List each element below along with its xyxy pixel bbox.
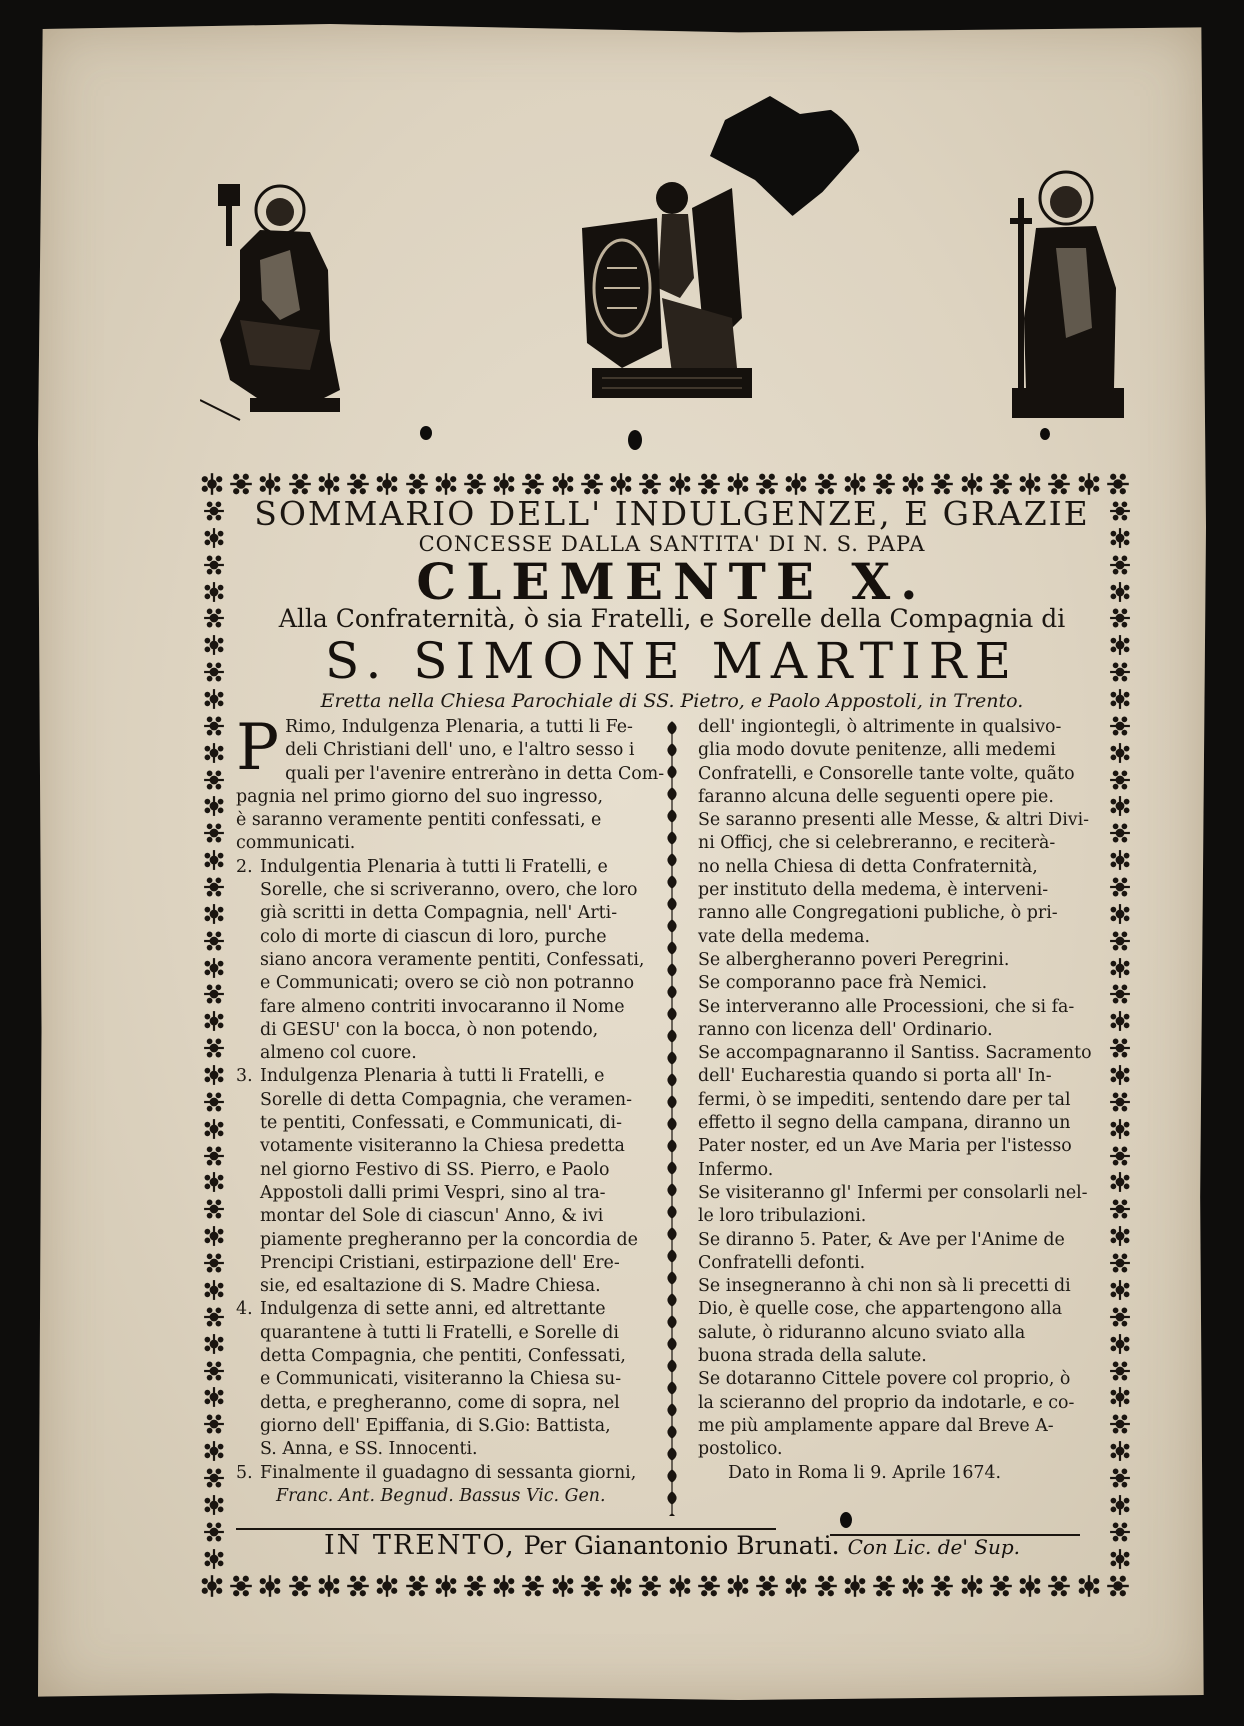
fleuron-ornament <box>229 472 253 496</box>
fleuron-ornament <box>1109 634 1131 656</box>
text-line: Se comporanno pace frà Nemici. <box>698 973 988 994</box>
text-line: deli Christiani dell' uno, e l'altro sesso i <box>285 740 635 761</box>
text-line: buona strada della salute. <box>698 1346 927 1367</box>
text-line: quali per l'avenire entreràno in detta Com- <box>285 763 665 784</box>
title-eretta: Eretta nella Chiesa Parochiale di SS. Pietro, e Paolo Appostoli, in Trento. <box>320 690 1024 712</box>
fleuron-ornament <box>521 1574 545 1598</box>
fleuron-ornament <box>203 1171 225 1193</box>
fleuron-ornament <box>580 472 604 496</box>
divider-link <box>668 1514 676 1516</box>
fleuron-ornament <box>930 1574 954 1598</box>
fleuron-ornament <box>200 472 224 496</box>
text-line: te pentiti, Confessati, e Communicati, di- <box>260 1113 622 1134</box>
fleuron-ornament <box>1109 1064 1131 1086</box>
text-line: Se interveranno alle Processioni, che si fa- <box>698 996 1075 1017</box>
imprint-licence: Con Lic. de' Sup. <box>847 1535 1020 1559</box>
fleuron-ornament <box>288 472 312 496</box>
fleuron-ornament <box>930 472 954 496</box>
fleuron-ornament <box>1077 1574 1101 1598</box>
text-line: di GESU' con la bocca, ò non potendo, <box>260 1019 599 1040</box>
text-line: 5. Finalmente il guadagno di sessanta giorni, <box>236 1462 656 1485</box>
text-line: Appostoli dalli primi Vespri, sino al tra- <box>260 1182 606 1203</box>
text-line: giorno dell' Epiffania, di S.Gio: Battista, <box>260 1415 611 1436</box>
fleuron-ornament <box>1018 472 1042 496</box>
text-line: Se dotaranno Cittele povere col proprio, ò <box>698 1369 1071 1390</box>
divider-link <box>668 744 676 766</box>
text-line: S. Anna, e SS. Innocenti. <box>260 1439 478 1460</box>
text-line: nel giorno Festivo di SS. Pierro, e Paolo <box>260 1159 610 1180</box>
fleuron-ornament <box>1047 472 1071 496</box>
fleuron-ornament <box>1109 1225 1131 1247</box>
fleuron-ornament <box>1109 957 1131 979</box>
fleuron-ornament <box>203 930 225 952</box>
fleuron-ornament <box>697 1574 721 1598</box>
fleuron-ornament <box>203 1037 225 1059</box>
fleuron-ornament <box>434 1574 458 1598</box>
fleuron-ornament <box>203 876 225 898</box>
fleuron-ornament <box>1109 500 1131 522</box>
fleuron-ornament <box>1109 1198 1131 1220</box>
fleuron-ornament <box>203 849 225 871</box>
fleuron-ornament <box>203 1252 225 1274</box>
divider-link <box>668 788 676 810</box>
fleuron-ornament <box>960 472 984 496</box>
paper-hole-small <box>628 430 642 450</box>
divider-link <box>668 898 676 920</box>
fleuron-ornament <box>1109 1360 1131 1382</box>
text-line: almeno col cuore. <box>260 1043 417 1064</box>
fleuron-ornament <box>1018 1574 1042 1598</box>
fleuron-ornament <box>1109 1467 1131 1489</box>
divider-link <box>668 1008 676 1030</box>
fleuron-ornament <box>784 472 808 496</box>
fleuron-ornament <box>1109 1037 1131 1059</box>
fleuron-ornament <box>203 1064 225 1086</box>
text-line: e Communicati; overo se ciò non potranno <box>260 973 635 994</box>
fleuron-ornament <box>1109 795 1131 817</box>
fleuron-ornament <box>203 634 225 656</box>
fleuron-ornament <box>638 472 662 496</box>
title-sommario: SOMMARIO DELL' INDULGENZE, E GRAZIE <box>254 494 1090 533</box>
fleuron-ornament <box>203 1198 225 1220</box>
fleuron-ornament <box>375 472 399 496</box>
fleuron-ornament <box>229 1574 253 1598</box>
fleuron-ornament <box>203 795 225 817</box>
text-line: montar del Sole di ciascun' Anno, & ivi <box>260 1206 604 1227</box>
divider-link <box>668 1074 676 1096</box>
fleuron-ornament <box>463 472 487 496</box>
text-line: ni Officj, che si celebreranno, e reciterà- <box>698 833 1056 854</box>
fleuron-ornament <box>203 903 225 925</box>
text-line: Se visiteranno gl' Infermi per consolarli nel- <box>698 1182 1088 1203</box>
fleuron-ornament <box>1109 1386 1131 1408</box>
text-line: detta Compagnia, che pentiti, Confessati, <box>260 1346 626 1367</box>
ornamental-border-bottom <box>200 1572 1130 1600</box>
text-line: Dio, è quelle cose, che appartengono alla <box>698 1299 1063 1320</box>
fleuron-ornament <box>1109 1333 1131 1355</box>
fleuron-ornament <box>609 472 633 496</box>
text-line: quarantene à tutti li Fratelli, e Sorelle di <box>260 1322 619 1343</box>
divider-link <box>668 1470 676 1492</box>
fleuron-ornament <box>755 1574 779 1598</box>
divider-link <box>668 1360 676 1382</box>
fleuron-ornament <box>1109 554 1131 576</box>
text-line: vate della medema. <box>698 926 871 947</box>
fleuron-ornament <box>203 527 225 549</box>
fleuron-ornament <box>1109 527 1131 549</box>
text-line: 2. Indulgentia Plenaria à tutti li Fratelli, e <box>236 856 656 879</box>
item-number: 4. <box>236 1299 253 1320</box>
item-number: 5. <box>236 1462 253 1483</box>
text-line: Infermo. <box>698 1159 774 1180</box>
fleuron-ornament <box>814 1574 838 1598</box>
fleuron-ornament <box>203 1413 225 1435</box>
fleuron-ornament <box>258 472 282 496</box>
fleuron-ornament <box>726 1574 750 1598</box>
fleuron-ornament <box>668 1574 692 1598</box>
fleuron-ornament <box>203 769 225 791</box>
text-line: fermi, ò se impediti, sentendo dare per tal <box>698 1089 1071 1110</box>
title-concesse: CONCESSE DALLA SANTITA' DI N. S. PAPA <box>418 532 926 556</box>
divider-link <box>668 1316 676 1338</box>
text-line: communicati. <box>236 833 356 854</box>
text-line: piamente pregheranno per la concordia de <box>260 1229 638 1250</box>
fleuron-ornament <box>203 1521 225 1543</box>
imprint-place: IN TRENTO, <box>323 1530 516 1561</box>
divider-link <box>668 1426 676 1448</box>
paper-hole-small <box>840 1512 852 1528</box>
divider-link <box>668 1206 676 1228</box>
signature-line: Franc. Ant. Begnud. Bassus Vic. Gen. <box>276 1485 606 1506</box>
fleuron-ornament <box>1109 688 1131 710</box>
text-line: siano ancora veramente pentiti, Confessati, <box>260 949 645 970</box>
fleuron-ornament <box>872 472 896 496</box>
dated-line: Dato in Roma li 9. Aprile 1674. <box>728 1462 1002 1483</box>
text-line: glia modo dovute penitenze, alli medemi <box>698 740 1056 761</box>
text-line: postolico. <box>698 1439 783 1460</box>
fleuron-ornament <box>203 581 225 603</box>
fleuron-ornament <box>346 1574 370 1598</box>
fleuron-ornament <box>784 1574 808 1598</box>
fleuron-ornament <box>1109 1171 1131 1193</box>
fleuron-ornament <box>843 1574 867 1598</box>
text-line: pagnia nel primo giorno del suo ingresso, <box>236 786 604 807</box>
divider-link <box>668 1382 676 1404</box>
fleuron-ornament <box>203 1360 225 1382</box>
fleuron-ornament <box>872 1574 896 1598</box>
fleuron-ornament <box>1109 1118 1131 1140</box>
fleuron-ornament <box>1109 769 1131 791</box>
fleuron-ornament <box>463 1574 487 1598</box>
fleuron-ornament <box>317 472 341 496</box>
fleuron-ornament <box>492 472 516 496</box>
fleuron-ornament <box>843 472 867 496</box>
text-line: effetto il segno della campana, diranno un <box>698 1113 1071 1134</box>
saint-peter-woodcut <box>200 170 370 430</box>
divider-link <box>668 1294 676 1316</box>
fleuron-ornament <box>434 472 458 496</box>
divider-link <box>668 766 676 788</box>
text-line: Prencipi Cristiani, estirpazione dell' Ere- <box>260 1252 620 1273</box>
text-line: fare almeno contriti invocaranno il Nome <box>260 996 625 1017</box>
text-line: la scieranno del proprio da indotarle, e co- <box>698 1392 1075 1413</box>
text-line: Confratelli defonti. <box>698 1252 866 1273</box>
divider-link <box>668 1250 676 1272</box>
fleuron-ornament <box>258 1574 282 1598</box>
fleuron-ornament <box>1109 903 1131 925</box>
divider-link <box>668 1448 676 1470</box>
divider-link <box>668 722 676 744</box>
fleuron-ornament <box>814 472 838 496</box>
fleuron-ornament <box>1109 661 1131 683</box>
fleuron-ornament <box>1109 930 1131 952</box>
fleuron-ornament <box>1109 1521 1131 1543</box>
divider-link <box>668 832 676 854</box>
fleuron-ornament <box>375 1574 399 1598</box>
text-line: Se diranno 5. Pater, & Ave per l'Anime de <box>698 1229 1065 1250</box>
fleuron-ornament <box>203 1494 225 1516</box>
fleuron-ornament <box>1106 1574 1130 1598</box>
fleuron-ornament <box>203 500 225 522</box>
fleuron-ornament <box>203 607 225 629</box>
text-line: per instituto della medema, è interveni- <box>698 880 1049 901</box>
paper-hole-small <box>420 426 432 440</box>
divider-link <box>668 1030 676 1052</box>
fleuron-ornament <box>1109 822 1131 844</box>
text-line: 3. Indulgenza Plenaria à tutti li Fratelli, e <box>236 1065 656 1088</box>
fleuron-ornament <box>203 983 225 1005</box>
item-number: 3. <box>236 1066 253 1087</box>
fleuron-ornament <box>989 1574 1013 1598</box>
fleuron-ornament <box>203 957 225 979</box>
divider-link <box>668 810 676 832</box>
fleuron-ornament <box>1109 742 1131 764</box>
fleuron-ornament <box>203 688 225 710</box>
fleuron-ornament <box>1109 1413 1131 1435</box>
fleuron-ornament <box>755 472 779 496</box>
fleuron-ornament <box>1109 581 1131 603</box>
text-line: sie, ed esaltazione di S. Madre Chiesa. <box>260 1276 601 1297</box>
text-line: faranno alcuna delle seguenti opere pie. <box>698 786 1054 807</box>
text-line: ranno con licenza dell' Ordinario. <box>698 1019 993 1040</box>
text-line: dell' ingiontegli, ò altrimente in qualsivo- <box>698 717 1062 737</box>
fleuron-ornament <box>405 1574 429 1598</box>
fleuron-ornament <box>203 1386 225 1408</box>
text-line: votamente visiteranno la Chiesa predetta <box>260 1136 625 1157</box>
fleuron-ornament <box>960 1574 984 1598</box>
fleuron-ornament <box>317 1574 341 1598</box>
title-simone-martire: S. SIMONE MARTIRE <box>325 632 1019 690</box>
text-line: dell' Eucharestia quando si porta all' In- <box>698 1066 1052 1087</box>
fleuron-ornament <box>203 1467 225 1489</box>
text-line: già scritti in detta Compagnia, nell' Arti- <box>260 903 618 924</box>
fleuron-ornament <box>203 1279 225 1301</box>
right-text-column <box>698 716 1098 1485</box>
divider-link <box>668 1184 676 1206</box>
text-line: è saranno veramente pentiti confessati, e <box>236 810 602 831</box>
text-line: ranno alle Congregationi publiche, ò pri- <box>698 903 1058 924</box>
title-confraternita: Alla Confraternità, ò sia Fratelli, e Sorelle della Compagnia di <box>278 604 1066 633</box>
allegorical-figure-with-shield-woodcut <box>562 168 772 418</box>
text-line: Sorelle, che si scriveranno, overo, che loro <box>260 880 638 901</box>
text-line: le loro tribulazioni. <box>698 1206 867 1227</box>
divider-link <box>668 1052 676 1074</box>
fleuron-ornament <box>1109 1306 1131 1328</box>
fleuron-ornament <box>203 1440 225 1462</box>
fleuron-ornament <box>726 472 750 496</box>
ornamental-border-left <box>200 500 228 1570</box>
fleuron-ornament <box>288 1574 312 1598</box>
fleuron-ornament <box>1109 983 1131 1005</box>
imprint-printer: Per Gianantonio Brunati. <box>523 1531 840 1560</box>
fleuron-ornament <box>203 1548 225 1570</box>
divider-link <box>668 1272 676 1294</box>
fleuron-ornament <box>668 472 692 496</box>
fleuron-ornament <box>1109 876 1131 898</box>
fleuron-ornament <box>203 1118 225 1140</box>
fleuron-ornament <box>1109 1091 1131 1113</box>
divider-link <box>668 1492 676 1514</box>
fleuron-ornament <box>203 715 225 737</box>
divider-link <box>668 1404 676 1426</box>
fleuron-ornament <box>203 1225 225 1247</box>
text-line: Se saranno presenti alle Messe, & altri Divi- <box>698 810 1090 831</box>
text-line: no nella Chiesa di detta Confraternità, <box>698 856 1038 877</box>
text-line: Se albergheranno poveri Peregrini. <box>698 949 1010 970</box>
fleuron-ornament <box>1109 1548 1131 1570</box>
fleuron-ornament <box>521 472 545 496</box>
fleuron-ornament <box>580 1574 604 1598</box>
text-line: colo di morte di ciascun di loro, purche <box>260 926 607 947</box>
text-line: me più amplamente appare dal Breve A- <box>698 1415 1054 1436</box>
fleuron-ornament <box>203 661 225 683</box>
text-line: Confratelli, e Consorelle tante volte, quãto <box>698 763 1075 784</box>
text-line: e Communicati, visiteranno la Chiesa su- <box>260 1369 622 1390</box>
divider-link <box>668 1096 676 1118</box>
divider-link <box>668 876 676 898</box>
divider-link <box>668 920 676 942</box>
fleuron-ornament <box>1109 1145 1131 1167</box>
fleuron-ornament <box>200 1574 224 1598</box>
fleuron-ornament <box>1077 472 1101 496</box>
divider-link <box>668 1338 676 1360</box>
text-line: detta, e pregheranno, come di sopra, nel <box>260 1392 620 1413</box>
left-text-column <box>236 711 665 1508</box>
item-number: 2. <box>236 856 253 877</box>
fleuron-ornament <box>203 1091 225 1113</box>
divider-link <box>668 1162 676 1184</box>
fleuron-ornament <box>1109 1010 1131 1032</box>
fleuron-ornament <box>203 742 225 764</box>
divider-link <box>668 1118 676 1140</box>
saint-paul-woodcut <box>996 168 1136 430</box>
title-clemente: CLEMENTE X. <box>416 552 928 611</box>
divider-link <box>668 854 676 876</box>
imprint-line <box>232 1530 1112 1561</box>
fleuron-ornament <box>346 472 370 496</box>
fleuron-ornament <box>203 1333 225 1355</box>
fleuron-ornament <box>1109 1279 1131 1301</box>
divider-link <box>668 1140 676 1162</box>
fleuron-ornament <box>1106 472 1130 496</box>
fleuron-ornament <box>203 1306 225 1328</box>
fleuron-ornament <box>1047 1574 1071 1598</box>
fleuron-ornament <box>901 1574 925 1598</box>
fleuron-ornament <box>1109 607 1131 629</box>
text-line: Pater noster, ed un Ave Maria per l'istesso <box>698 1136 1072 1157</box>
text-line: Se accompagnaranno il Santiss. Sacramento <box>698 1043 1092 1064</box>
fleuron-ornament <box>901 472 925 496</box>
divider-link <box>668 942 676 964</box>
fleuron-ornament <box>203 822 225 844</box>
fleuron-ornament <box>609 1574 633 1598</box>
divider-link <box>668 1228 676 1250</box>
fleuron-ornament <box>551 1574 575 1598</box>
text-line: 4. Indulgenza di sette anni, ed altrettante <box>236 1298 656 1321</box>
fleuron-ornament <box>1109 1440 1131 1462</box>
divider-link <box>668 964 676 986</box>
text-line: Rimo, Indulgenza Plenaria, a tutti li Fe- <box>285 717 633 737</box>
fleuron-ornament <box>1109 849 1131 871</box>
fleuron-ornament <box>203 554 225 576</box>
text-line: Se insegneranno à chi non sà li precetti di <box>698 1276 1071 1297</box>
column-divider-ornament <box>660 716 684 1516</box>
fleuron-ornament <box>1109 1494 1131 1516</box>
text-line: salute, ò riduranno alcuno sviato alla <box>698 1322 1026 1343</box>
fleuron-ornament <box>989 472 1013 496</box>
fleuron-ornament <box>203 1145 225 1167</box>
text-line: Sorelle di detta Compagnia, che veramen- <box>260 1089 632 1110</box>
fleuron-ornament <box>492 1574 516 1598</box>
drop-cap: P <box>236 711 280 785</box>
fleuron-ornament <box>203 1010 225 1032</box>
fleuron-ornament <box>697 472 721 496</box>
fleuron-ornament <box>405 472 429 496</box>
fleuron-ornament <box>1109 715 1131 737</box>
fleuron-ornament <box>1109 1252 1131 1274</box>
divider-link <box>668 986 676 1008</box>
fleuron-ornament <box>551 472 575 496</box>
fleuron-ornament <box>638 1574 662 1598</box>
